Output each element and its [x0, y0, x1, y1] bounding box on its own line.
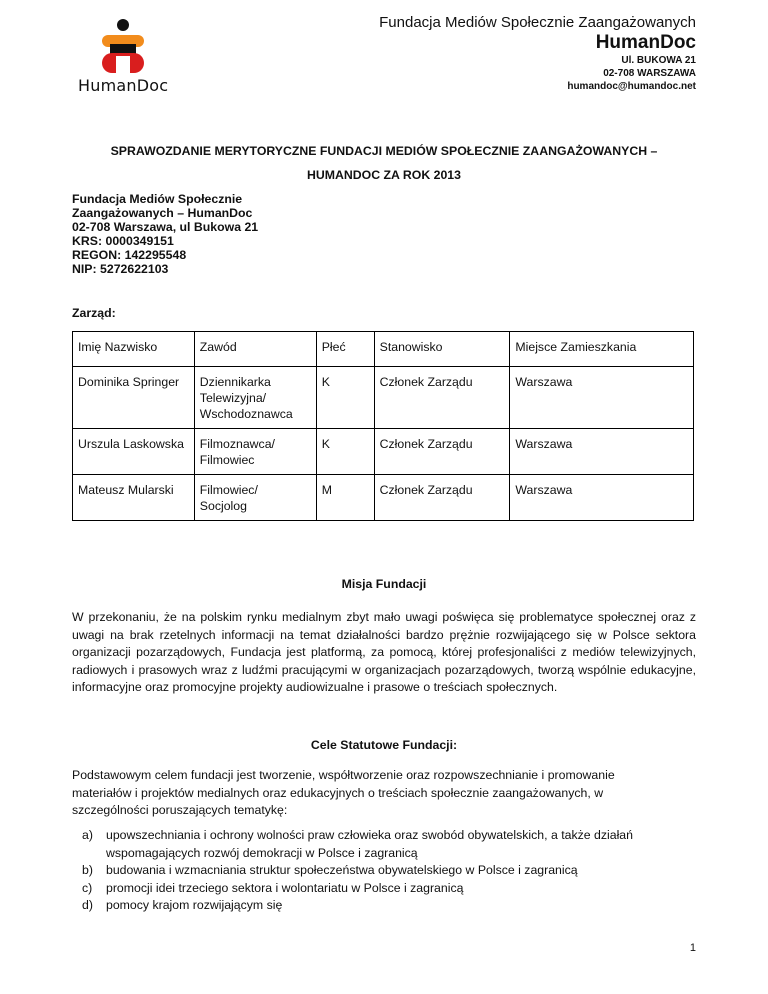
humandoc-logo-icon [78, 18, 168, 78]
column-header: Stanowisko [374, 332, 510, 367]
profession-line: Filmowiec [199, 453, 255, 467]
profession-line: Telewizyjna/ [199, 391, 267, 405]
profession-line: Filmoznawca/ [199, 437, 275, 451]
goals-intro-line: szczególności poruszających tematykę: [72, 803, 288, 818]
foundation-krs: KRS: 0000349151 [72, 234, 174, 248]
foundation-nip: NIP: 5272622103 [72, 262, 169, 276]
list-item-line: wspomagających rozwój demokracji w Polsce i zagranicą [106, 845, 418, 860]
letterhead-address-street: Ul. BUKOWA 21 [621, 55, 696, 66]
cell-name: Mateusz Mularski [73, 475, 195, 521]
cell-profession [194, 475, 316, 521]
list-marker: c) [82, 880, 93, 895]
table-row [73, 429, 694, 475]
logo-wordmark: HumanDoc [78, 76, 169, 95]
letterhead-address-city: 02-708 WARSZAWA [603, 68, 696, 79]
cell-sex: M [316, 475, 374, 521]
list-marker: d) [82, 898, 93, 913]
foundation-info-line: 02-708 Warszawa, ul Bukowa 21 [72, 220, 259, 234]
humandoc-logo [78, 18, 168, 94]
goals-intro [72, 767, 696, 820]
cell-sex: K [316, 367, 374, 429]
profession-line: Socjolog [199, 499, 247, 513]
cell-residence: Warszawa [510, 367, 694, 429]
letterhead-brand: HumanDoc [595, 32, 696, 53]
cell-position: Członek Zarządu [374, 429, 510, 475]
logo-dot [117, 19, 129, 31]
cell-sex: K [316, 429, 374, 475]
list-item-line: promocji idei trzeciego sektora i wolontariatu w Polsce i zagranicą [106, 880, 464, 895]
goals-intro-line: Podstawowym celem fundacji jest tworzenie, współtworzenie oraz rozpowszechnianie i promowanie [72, 768, 615, 782]
cell-profession [194, 429, 316, 475]
profession-line: Wschodoznawca [199, 407, 293, 421]
list-item [72, 862, 696, 880]
foundation-info-line: Fundacja Mediów Społecznie [72, 192, 243, 206]
cell-residence: Warszawa [510, 429, 694, 475]
letterhead-email: humandoc@humandoc.net [567, 81, 696, 92]
cell-position: Członek Zarządu [374, 367, 510, 429]
list-marker: a) [82, 828, 93, 842]
table-row [73, 367, 694, 429]
report-title-line: HUMANDOC ZA ROK 2013 [307, 168, 461, 182]
goals-heading: Cele Statutowe Fundacji: [310, 738, 458, 752]
mission-text: W przekonaniu, że na polskim rynku medialnym zbyt mało uwagi poświęca się problematyce społecznej oraz z uwagi na brak rzetelnych informacji na temat działalności bardzo prężnie rozwijającego się w Polsce sektora organizacji pozarządowych, Fundacja jest platformą, za pomocą, której profesjonaliści z mediów telewizyjnych, radiowych i prasowych wraz z ludźmi pracującymi w organizacjach pozarządowych, tworzą wspólnie edukacyjne, informacyjne oraz promocyjne projekty audiowizualne i prasowe o treściach społecznych. [72, 610, 696, 695]
board-table [72, 331, 694, 521]
foundation-info-line: Zaangażowanych – HumanDoc [72, 206, 253, 220]
column-header: Zawód [194, 332, 316, 367]
cell-profession [194, 367, 316, 429]
letterhead-org-name: Fundacja Mediów Społecznie Zaangażowanych [379, 14, 696, 31]
list-item [72, 880, 696, 898]
list-item-line: budowania i wzmacniania struktur społeczeństwa obywatelskiego w Polsce i zagranicą [106, 863, 578, 878]
report-title-line: SPRAWOZDANIE MERYTORYCZNE FUNDACJI MEDIÓW SPOŁECZNIE ZAANGAŻOWANYCH – [110, 144, 658, 158]
cell-name: Dominika Springer [73, 367, 195, 429]
cell-position: Członek Zarządu [374, 475, 510, 521]
letterhead [379, 14, 696, 93]
table-row [73, 475, 694, 521]
goals-intro-line: materiałów i projektów medialnych oraz edukacyjnych o treściach społecznie zaangażowanych, w [72, 785, 604, 800]
foundation-info [72, 192, 258, 276]
board-heading: Zarząd: [72, 306, 116, 320]
profession-line: Dziennikarka [199, 375, 271, 389]
report-title [72, 139, 696, 187]
profession-line: Filmowiec/ [199, 483, 258, 497]
mission-heading: Misja Fundacji [341, 577, 427, 591]
list-item-line: pomocy krajom rozwijającym się [106, 898, 283, 913]
foundation-regon: REGON: 142295548 [72, 248, 187, 262]
logo-gap [116, 56, 130, 73]
list-item [72, 827, 696, 862]
page-number: 1 [689, 942, 696, 954]
list-marker: b) [82, 863, 93, 878]
list-item-line: upowszechniania i ochrony wolności praw człowieka oraz swobód obywatelskich, a także działań [106, 828, 633, 842]
column-header: Miejsce Zamieszkania [510, 332, 694, 367]
column-header: Płeć [316, 332, 374, 367]
cell-residence: Warszawa [510, 475, 694, 521]
list-item [72, 897, 696, 915]
column-header: Imię Nazwisko [73, 332, 195, 367]
table-header-row [73, 332, 694, 367]
goals-list [72, 827, 696, 915]
cell-name: Urszula Laskowska [73, 429, 195, 475]
